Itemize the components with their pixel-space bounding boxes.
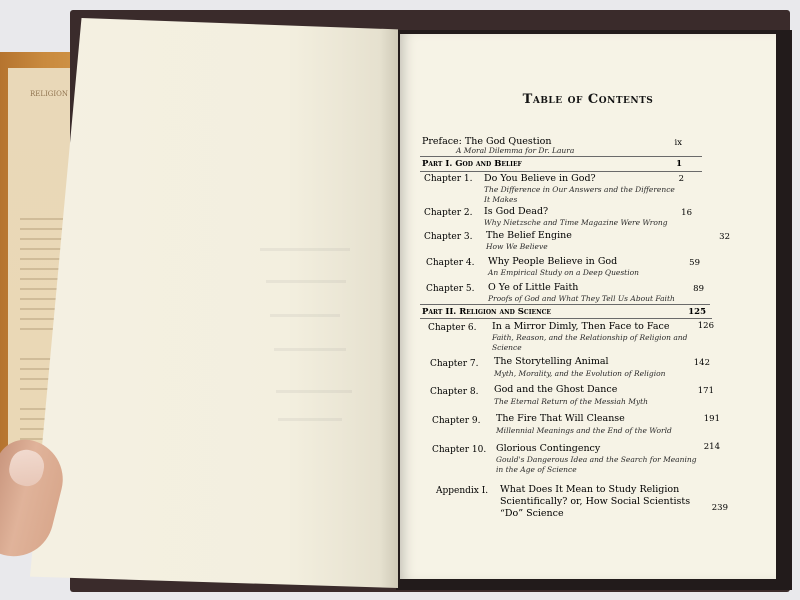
chapter-label: Chapter 1. — [424, 174, 473, 184]
chapter-page: 171 — [697, 386, 714, 396]
chapter-page: 191 — [703, 414, 720, 424]
chapter-subtitle-continued: It Makes — [484, 195, 518, 204]
chapter-page: 2 — [678, 174, 684, 184]
chapter-label: Chapter 6. — [428, 323, 477, 333]
toc-rule — [420, 304, 710, 305]
chapter-label: Chapter 9. — [432, 416, 481, 426]
chapter-subtitle: Gould's Dangerous Idea and the Search for Meaning — [496, 455, 697, 464]
chapter-title: In a Mirror Dimly, Then Face to Face — [492, 321, 670, 332]
chapter-title: Glorious Contingency — [496, 443, 601, 454]
appendix-title-line-3: “Do” Science — [500, 508, 564, 519]
chapter-title: O Ye of Little Faith — [488, 282, 579, 293]
chapter-subtitle: The Difference in Our Answers and the Difference — [484, 185, 675, 194]
chapter-subtitle: An Empirical Study on a Deep Question — [488, 268, 639, 277]
show-through-text — [260, 248, 350, 251]
chapter-title: The Fire That Will Cleanse — [496, 413, 625, 424]
chapter-page: 126 — [697, 321, 714, 331]
chapter-label: Chapter 7. — [430, 359, 479, 369]
chapter-label: Chapter 10. — [432, 445, 487, 455]
chapter-label: Chapter 2. — [424, 208, 473, 218]
show-through-text — [270, 314, 340, 317]
show-through-text — [276, 390, 352, 393]
preface-page: ix — [674, 138, 682, 148]
toc-title: Table of Contents — [522, 92, 654, 107]
chapter-title: The Belief Engine — [486, 230, 572, 241]
chapter-title: Why People Believe in God — [488, 256, 618, 267]
part-2-heading: Part II. Religion and Science — [422, 307, 551, 317]
chapter-page: 89 — [693, 284, 704, 294]
chapter-label: Chapter 3. — [424, 232, 473, 242]
chapter-subtitle: The Eternal Return of the Messiah Myth — [494, 397, 648, 406]
chapter-subtitle-continued: in the Age of Science — [496, 465, 577, 474]
part-1-heading: Part I. God and Belief — [422, 159, 522, 169]
chapter-label: Chapter 5. — [426, 284, 475, 294]
chapter-page: 16 — [681, 208, 692, 218]
show-through-text — [274, 348, 346, 351]
chapter-page: 59 — [689, 258, 700, 268]
part-1-page: 1 — [676, 159, 682, 169]
chapter-page: 32 — [719, 232, 730, 242]
toc-rule — [420, 156, 702, 157]
chapter-page: 214 — [703, 442, 720, 452]
chapter-page: 142 — [693, 358, 710, 368]
chapter-subtitle: Proofs of God and What They Tell Us About Faith — [488, 294, 675, 303]
preface-subtitle: A Moral Dilemma for Dr. Laura — [456, 146, 575, 155]
appendix-title-line-2: Scientifically? or, How Social Scientists — [500, 496, 691, 507]
thumbnail — [6, 446, 48, 489]
toc-rule — [420, 171, 702, 172]
chapter-title: God and the Ghost Dance — [494, 384, 618, 395]
chapter-title: The Storytelling Animal — [494, 356, 609, 367]
chapter-subtitle: Faith, Reason, and the Relationship of Religion and — [492, 333, 688, 342]
table-of-contents-page — [400, 34, 776, 579]
chapter-subtitle: Why Nietzsche and Time Magazine Were Wrong — [484, 218, 668, 227]
part-2-page: 125 — [688, 307, 706, 317]
chapter-title: Is God Dead? — [484, 206, 549, 217]
appendix-page: 239 — [711, 503, 728, 513]
chapter-label: Chapter 8. — [430, 387, 479, 397]
left-page-blank — [30, 18, 398, 588]
chapter-subtitle: Millennial Meanings and the End of the World — [496, 426, 672, 435]
appendix-label: Appendix I. — [436, 486, 489, 496]
chapter-label: Chapter 4. — [426, 258, 475, 268]
toc-rule — [420, 318, 712, 319]
appendix-title-line-1: What Does It Mean to Study Religion — [500, 484, 680, 495]
background-book-category: RELIGION — [30, 90, 69, 98]
preface-title: Preface: The God Question — [422, 136, 552, 147]
show-through-text — [278, 418, 342, 421]
show-through-text — [266, 280, 346, 283]
chapter-subtitle: Myth, Morality, and the Evolution of Religion — [494, 369, 666, 378]
chapter-subtitle-continued: Science — [492, 343, 522, 352]
chapter-subtitle: How We Believe — [486, 242, 548, 251]
chapter-title: Do You Believe in God? — [484, 173, 596, 184]
